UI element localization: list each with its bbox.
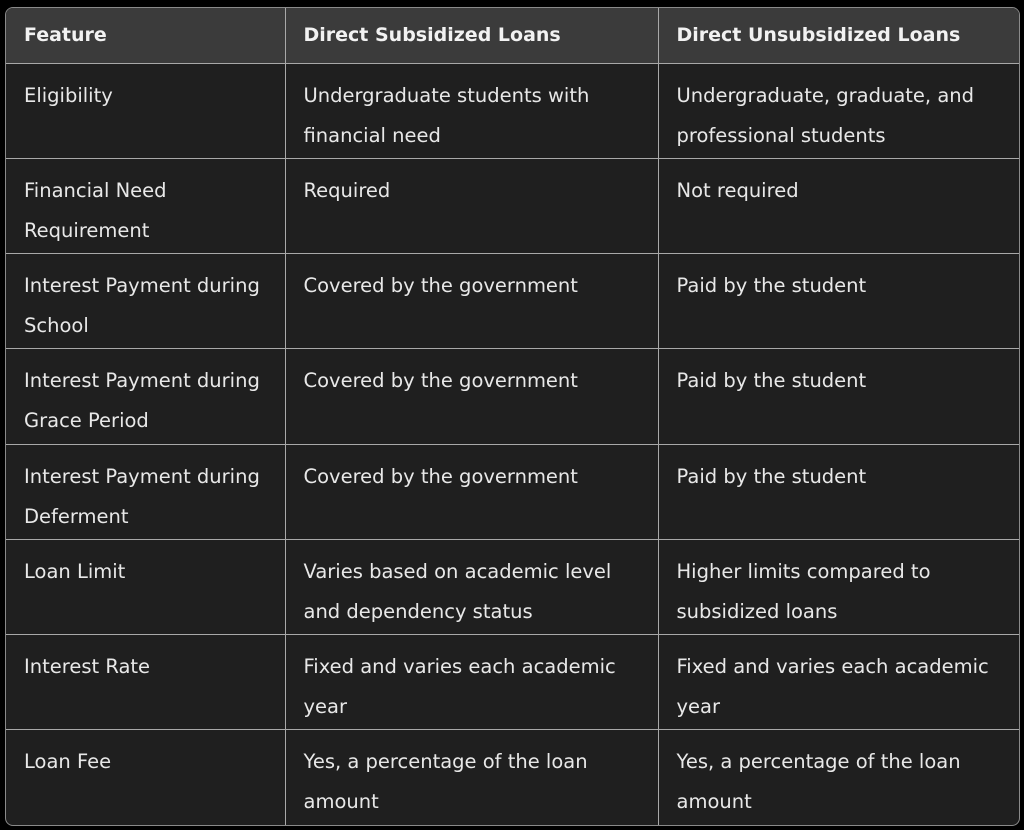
cell-subsidized: Covered by the government [285,349,658,444]
header-subsidized: Direct Subsidized Loans [285,8,658,63]
cell-feature: Eligibility [6,63,285,158]
header-unsubsidized: Direct Unsubsidized Loans [658,8,1019,63]
table-row [6,158,1019,253]
cell-feature: Interest Payment during Deferment [6,444,285,539]
header-row [6,8,1019,63]
table-row [6,349,1019,444]
table-row [6,539,1019,634]
cell-subsidized: Fixed and varies each academic year [285,635,658,730]
cell-feature: Interest Payment during School [6,254,285,349]
cell-feature: Interest Payment during Grace Period [6,349,285,444]
cell-subsidized: Undergraduate students with financial need [285,63,658,158]
cell-unsubsidized: Higher limits compared to subsidized loans [658,539,1019,634]
cell-feature: Loan Limit [6,539,285,634]
cell-feature: Interest Rate [6,635,285,730]
loan-comparison-table [6,8,1019,825]
table-row [6,63,1019,158]
table-body [6,63,1019,825]
comparison-table-container [5,7,1020,826]
cell-unsubsidized: Fixed and varies each academic year [658,635,1019,730]
cell-subsidized: Yes, a percentage of the loan amount [285,730,658,825]
cell-unsubsidized: Not required [658,158,1019,253]
cell-subsidized: Covered by the government [285,444,658,539]
cell-feature: Financial Need Requirement [6,158,285,253]
cell-feature: Loan Fee [6,730,285,825]
table-row [6,254,1019,349]
cell-unsubsidized: Undergraduate, graduate, and professional students [658,63,1019,158]
table-row [6,635,1019,730]
cell-subsidized: Varies based on academic level and dependency status [285,539,658,634]
cell-unsubsidized: Yes, a percentage of the loan amount [676,750,961,814]
table-row [6,730,1019,825]
cell-subsidized: Covered by the government [285,254,658,349]
table-row [6,444,1019,539]
table-header [6,8,1019,63]
header-feature: Feature [6,8,285,63]
cell-unsubsidized: Paid by the student [658,349,1019,444]
cell-unsubsidized: Paid by the student [658,254,1019,349]
cell-unsubsidized: Paid by the student [658,444,1019,539]
cell-subsidized: Required [285,158,658,253]
